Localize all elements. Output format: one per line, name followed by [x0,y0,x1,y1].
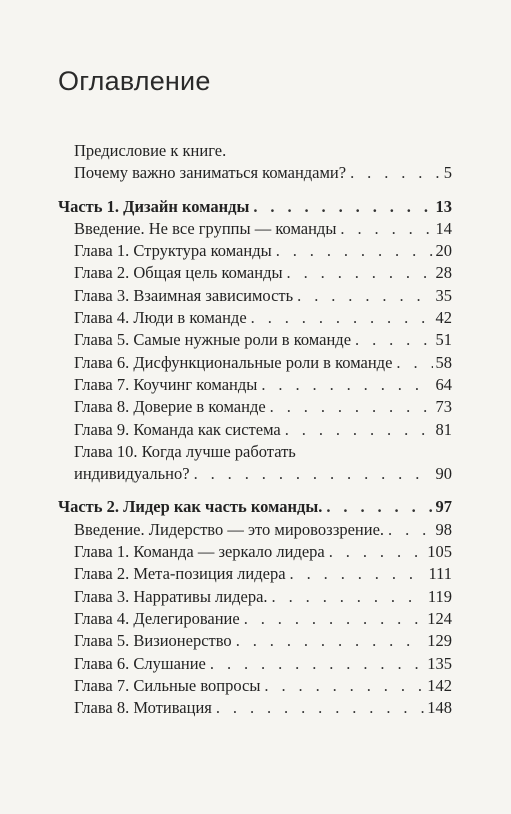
toc-part-page: 97 [435,497,452,517]
toc-entry-label: Глава 8. Мотивация [74,698,212,718]
toc-entry-label: Глава 7. Коучинг команды [74,374,258,394]
toc-entry-label: Глава 7. Сильные вопросы [74,675,261,695]
toc-entry-label: Предисловие к книге. [74,141,227,160]
toc-entry-label: Глава 5. Самые нужные роли в команде [74,330,352,350]
dot-leader [287,263,433,283]
toc-entry-page: 111 [428,564,452,584]
dot-leader [272,587,425,607]
dot-leader [276,241,433,261]
toc-entry[interactable] [58,420,452,442]
toc-entry-page: 28 [435,263,452,283]
toc-entry-label: Глава 6. Слушание [74,653,206,673]
dot-leader [216,698,424,718]
toc-entry-why-teams[interactable] [58,163,452,185]
toc-entry-page: 14 [435,218,452,238]
toc-entry-continuation[interactable] [58,464,452,486]
toc-part-2[interactable] [58,497,452,519]
dot-leader [355,330,432,350]
toc-entry-page: 42 [435,308,452,328]
toc-entry[interactable] [58,263,452,285]
dot-leader [244,609,425,629]
toc-entry-page: 135 [427,653,452,673]
toc-entry-label: Глава 4. Люди в команде [74,308,247,328]
toc-entry-label: Введение. Не все группы — команды [74,218,337,238]
toc-entry[interactable] [58,353,452,375]
toc-entry-label: Глава 8. Доверие в команде [74,397,266,417]
toc-entry[interactable] [58,609,452,631]
dot-leader [285,420,433,440]
dot-leader [210,654,424,674]
toc-entry-page: 20 [435,241,452,261]
toc-heading: Оглавление [58,66,211,96]
dot-leader [194,464,433,484]
toc-entry[interactable] [58,241,452,263]
toc-part-1[interactable] [58,197,452,219]
dot-leader [261,375,432,395]
toc-entry-page: 35 [435,285,452,305]
toc-part-title: Часть 2. Лидер как часть команды. [58,497,323,517]
toc-entry-page: 124 [427,608,452,628]
toc-entry[interactable] [58,631,452,653]
toc-entry-label: Глава 1. Структура команды [74,241,272,261]
toc-entry[interactable] [58,397,452,419]
toc-entry-label: Глава 6. Дисфункциональные роли в команде [74,352,393,372]
toc-entry-page: 129 [427,631,452,651]
table-of-contents [58,141,452,720]
toc-entry-page: 5 [443,163,452,183]
dot-leader [236,631,425,651]
dot-leader [297,286,432,306]
toc-entry-label: Глава 5. Визионерство [74,631,232,651]
dot-leader [350,163,441,183]
toc-entry[interactable] [58,308,452,330]
toc-entry[interactable] [58,564,452,586]
toc-entry-preface[interactable] [58,141,452,163]
toc-entry-label: Глава 9. Команда как система [74,419,281,439]
dot-leader [253,197,432,217]
toc-entry[interactable] [58,520,452,542]
toc-entry-label: Почему важно заниматься командами? [74,163,347,183]
dot-leader [251,308,433,328]
toc-entry-label: Глава 10. Когда лучше работать [74,441,296,461]
toc-entry-label: Глава 2. Общая цель команды [74,263,283,283]
toc-entry[interactable] [58,654,452,676]
toc-part-title: Часть 1. Дизайн команды [58,196,250,216]
toc-entry-page: 58 [435,352,452,372]
toc-entry-page: 64 [435,374,452,394]
toc-entry[interactable] [58,442,452,464]
toc-entry[interactable] [58,330,452,352]
toc-entry-page: 51 [435,330,452,350]
toc-entry-page: 119 [427,586,452,606]
toc-entry-label: Глава 2. Мета-позиция лидера [74,564,286,584]
toc-entry[interactable] [58,542,452,564]
dot-leader [388,520,432,540]
toc-entry-label: индивидуально? [74,464,190,484]
toc-entry-page: 81 [435,419,452,439]
toc-entry[interactable] [58,219,452,241]
toc-entry-page: 98 [435,519,452,539]
toc-entry-page: 105 [427,542,452,562]
dot-leader [264,676,424,696]
toc-entry-label: Глава 3. Взаимная зависимость [74,285,294,305]
toc-entry-label: Глава 4. Делегирование [74,608,240,628]
toc-entry[interactable] [58,698,452,720]
toc-part-page: 13 [435,196,452,216]
dot-leader [329,542,425,562]
toc-entry-label: Глава 1. Команда — зеркало лидера [74,542,325,562]
toc-entry[interactable] [58,676,452,698]
toc-entry-page: 148 [427,698,452,718]
toc-entry-page: 73 [435,397,452,417]
toc-entry[interactable] [58,587,452,609]
toc-entry-label: Введение. Лидерство — это мировоззрение. [74,519,385,539]
toc-entry-label: Глава 3. Нарративы лидера. [74,586,268,606]
dot-leader [270,397,433,417]
toc-entry-page: 90 [435,464,452,484]
toc-entry[interactable] [58,375,452,397]
toc-entry[interactable] [58,286,452,308]
dot-leader [396,353,432,373]
dot-leader [326,497,432,517]
dot-leader [290,564,426,584]
toc-entry-page: 142 [427,675,452,695]
dot-leader [340,219,432,239]
